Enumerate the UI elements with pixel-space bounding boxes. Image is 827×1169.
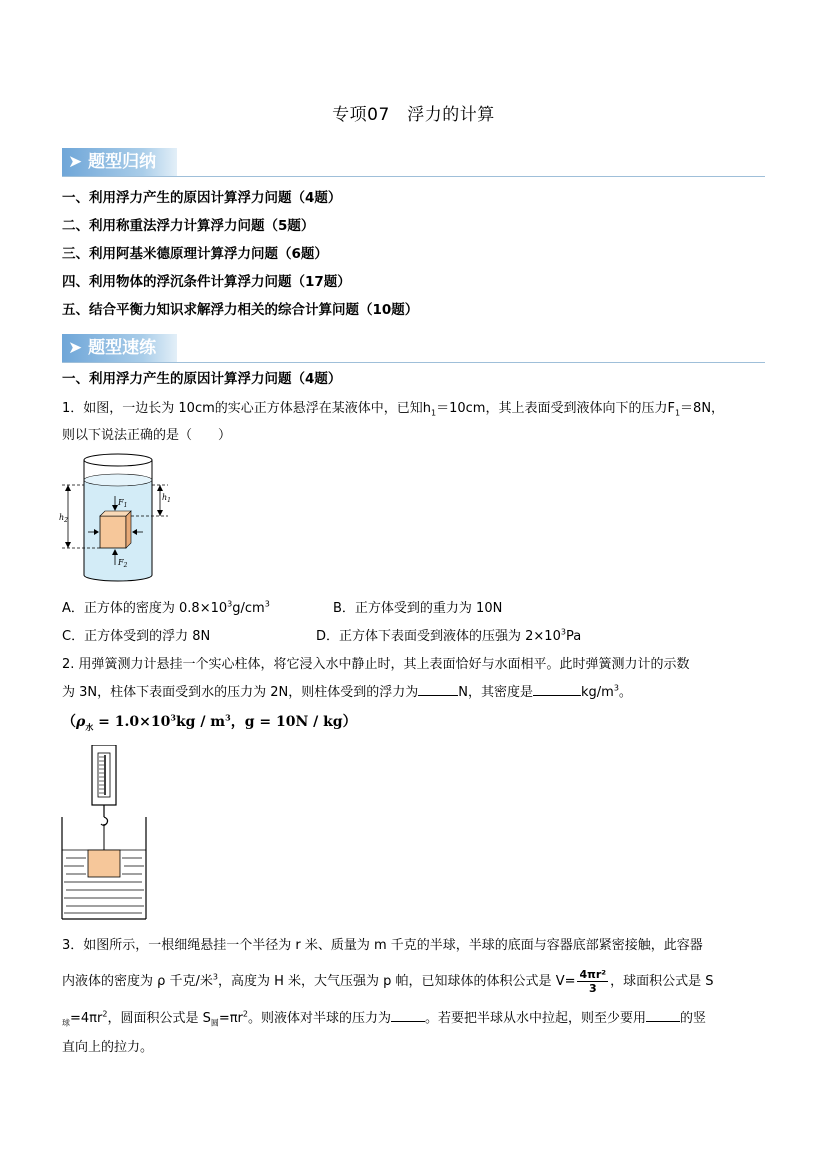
answer-blank[interactable]: [533, 683, 581, 696]
question-3-line2: 内液体的密度为 ρ 千克/米$^3$，高度为 H 米，大气压强为 p 帕，已知球体的体积公式是 V= $\frac{\text{4πr²}}{3}$ ，球面积公式是 S: [62, 968, 714, 995]
topic-item: 二、利用称重法浮力计算浮力问题（5题）: [62, 218, 315, 234]
answer-blank[interactable]: [391, 1009, 425, 1022]
label-h1: $h_1$: [162, 493, 171, 504]
topic-item: 三、利用阿基米德原理计算浮力问题（6题）: [62, 246, 328, 262]
option-b: B．正方体受到的重力为 10N: [333, 601, 503, 616]
section-banner-practice: [62, 334, 765, 364]
label-h2: $h_2$: [59, 513, 68, 524]
label-f1: $F_1$: [118, 498, 128, 509]
banner-label: ➤ 题型速练: [62, 334, 177, 362]
given-constants: （$\rho_水 = 1.0\times 10^3kg / m^3$，g = 10N / kg）: [62, 712, 357, 732]
question-3-line1: 3．如图所示，一根细绳悬挂一个半径为 r 米、质量为 m 千克的半球，半球的底面与容器底部紧密接触，此容器: [62, 938, 703, 953]
spring-scale-figure: [58, 745, 150, 921]
topic-item: 四、利用物体的浮沉条件计算浮力问题（17题）: [62, 274, 351, 290]
banner-rule: [62, 176, 765, 177]
topic-item: 一、利用浮力产生的原因计算浮力问题（4题）: [62, 190, 342, 206]
question-3-line4: 直向上的拉力。: [62, 1040, 154, 1055]
answer-blank[interactable]: [646, 1009, 680, 1022]
section-subtitle: 一、利用浮力产生的原因计算浮力问题（4题）: [62, 371, 342, 387]
answer-blank[interactable]: [418, 683, 458, 696]
option-c: C．正方体受到的浮力 8N: [62, 629, 211, 644]
question-2-line2: 为 3N，柱体下表面受到水的压力为 2N，则柱体受到的浮力为 N，其密度是 $kg/m^3$。: [62, 683, 632, 700]
question-1-line1: 1．如图，一边长为 10cm的实心正方体悬浮在某液体中，已知$h_1=10cm$，其上表面受到液体向下的压力$F_1=8N$，: [62, 401, 725, 418]
topic-item: 五、结合平衡力知识求解浮力相关的综合计算问题（10题）: [62, 302, 419, 318]
banner-rule: [62, 362, 765, 363]
arrow-icon: ➤: [68, 152, 89, 172]
option-a: A．正方体的密度为 $0.8\times 10^3g/cm^3$: [62, 599, 270, 616]
section-banner-summary: [62, 148, 765, 178]
question-3-line3: $_球=4\pi r^2$，圆面积公式是 $S_圆=\pi r^2$。则液体对半球的压力为 。若要把半球从水中拉起，则至少要用 的竖: [62, 1009, 707, 1028]
option-d: D．正方体下表面受到液体的压强为 $2\times 10^3Pa$: [316, 627, 582, 644]
volume-fraction: $\frac{\text{4πr²}}{3}$: [579, 968, 607, 995]
cylinder-cube-figure: [58, 450, 178, 586]
page-title: 专项07 浮力的计算: [332, 105, 495, 125]
question-1-line2: 则以下说法正确的是（ ）: [62, 428, 232, 443]
label-f2: $F_2$: [118, 558, 128, 569]
banner-label: ➤ 题型归纳: [62, 148, 177, 176]
arrow-icon: ➤: [68, 338, 89, 358]
question-2-line1: 2. 用弹簧测力计悬挂一个实心柱体，将它浸入水中静止时，其上表面恰好与水面相平。此时弹簧测力计的示数: [62, 657, 690, 672]
